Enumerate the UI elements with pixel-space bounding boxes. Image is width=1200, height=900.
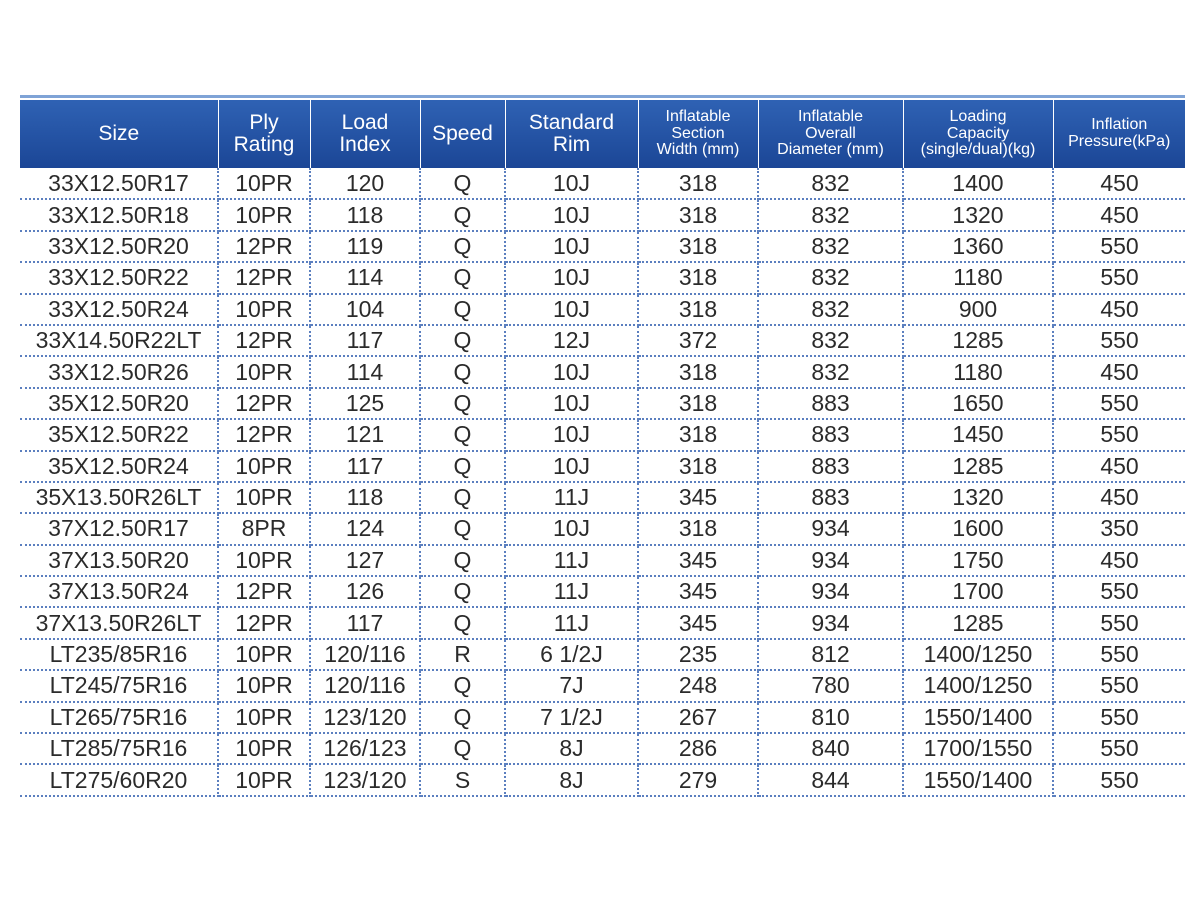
cell-load-index: 123/120 xyxy=(310,764,420,795)
cell-section-width: 345 xyxy=(638,607,758,638)
cell-inflation-pressure: 550 xyxy=(1053,607,1185,638)
cell-speed: Q xyxy=(420,199,505,230)
cell-load-index: 119 xyxy=(310,231,420,262)
table-row xyxy=(20,513,1185,544)
cell-inflation-pressure: 550 xyxy=(1053,576,1185,607)
cell-speed: Q xyxy=(420,451,505,482)
cell-size: 33X12.50R18 xyxy=(20,199,218,230)
cell-ply-rating: 10PR xyxy=(218,168,310,199)
cell-overall-diameter: 883 xyxy=(758,451,903,482)
table-row xyxy=(20,764,1185,795)
cell-size: 33X12.50R20 xyxy=(20,231,218,262)
cell-inflation-pressure: 550 xyxy=(1053,670,1185,701)
cell-ply-rating: 10PR xyxy=(218,733,310,764)
cell-overall-diameter: 934 xyxy=(758,607,903,638)
cell-loading-capacity: 1320 xyxy=(903,482,1053,513)
cell-section-width: 318 xyxy=(638,356,758,387)
cell-overall-diameter: 810 xyxy=(758,702,903,733)
cell-section-width: 318 xyxy=(638,168,758,199)
cell-loading-capacity: 1400/1250 xyxy=(903,670,1053,701)
cell-loading-capacity: 1285 xyxy=(903,607,1053,638)
cell-standard-rim: 10J xyxy=(505,513,638,544)
cell-section-width: 318 xyxy=(638,231,758,262)
cell-loading-capacity: 1650 xyxy=(903,388,1053,419)
cell-size: 37X13.50R26LT xyxy=(20,607,218,638)
cell-standard-rim: 10J xyxy=(505,388,638,419)
cell-speed: Q xyxy=(420,356,505,387)
header-section-width-line: Section xyxy=(671,124,725,142)
cell-load-index: 121 xyxy=(310,419,420,450)
header-ply-rating-line: Rating xyxy=(233,133,295,156)
cell-ply-rating: 8PR xyxy=(218,513,310,544)
cell-size: 35X12.50R20 xyxy=(20,388,218,419)
table-row xyxy=(20,168,1185,199)
cell-loading-capacity: 1550/1400 xyxy=(903,702,1053,733)
cell-load-index: 117 xyxy=(310,451,420,482)
cell-overall-diameter: 883 xyxy=(758,419,903,450)
cell-loading-capacity: 1700/1550 xyxy=(903,733,1053,764)
header-section-width-line: Width (mm) xyxy=(656,141,740,159)
header-standard-rim-line: Standard xyxy=(528,110,615,134)
cell-overall-diameter: 832 xyxy=(758,294,903,325)
cell-ply-rating: 12PR xyxy=(218,325,310,356)
table-row xyxy=(20,702,1185,733)
cell-speed: S xyxy=(420,764,505,795)
cell-speed: Q xyxy=(420,545,505,576)
cell-size: 35X12.50R22 xyxy=(20,419,218,450)
cell-standard-rim: 10J xyxy=(505,294,638,325)
cell-speed: Q xyxy=(420,607,505,638)
table-row xyxy=(20,325,1185,356)
cell-load-index: 118 xyxy=(310,199,420,230)
cell-overall-diameter: 812 xyxy=(758,639,903,670)
cell-standard-rim: 10J xyxy=(505,262,638,293)
header-size-line: Size xyxy=(98,121,140,145)
header-standard-rim xyxy=(505,100,638,168)
cell-load-index: 114 xyxy=(310,262,420,293)
cell-speed: Q xyxy=(420,733,505,764)
cell-speed: R xyxy=(420,639,505,670)
tire-spec-table xyxy=(20,100,1185,797)
cell-speed: Q xyxy=(420,388,505,419)
cell-overall-diameter: 780 xyxy=(758,670,903,701)
cell-load-index: 127 xyxy=(310,545,420,576)
cell-speed: Q xyxy=(420,231,505,262)
cell-speed: Q xyxy=(420,576,505,607)
header-ply-rating-line: Ply xyxy=(249,110,279,134)
cell-standard-rim: 10J xyxy=(505,419,638,450)
cell-size: 33X12.50R17 xyxy=(20,168,218,199)
cell-loading-capacity: 1180 xyxy=(903,262,1053,293)
table-row xyxy=(20,607,1185,638)
table-row xyxy=(20,356,1185,387)
cell-inflation-pressure: 450 xyxy=(1053,451,1185,482)
table-row xyxy=(20,231,1185,262)
cell-ply-rating: 12PR xyxy=(218,419,310,450)
cell-ply-rating: 10PR xyxy=(218,670,310,701)
cell-load-index: 104 xyxy=(310,294,420,325)
cell-overall-diameter: 832 xyxy=(758,325,903,356)
header-overall-diameter-line: Diameter (mm) xyxy=(777,141,884,159)
cell-standard-rim: 7J xyxy=(505,670,638,701)
cell-inflation-pressure: 550 xyxy=(1053,764,1185,795)
cell-ply-rating: 12PR xyxy=(218,388,310,419)
cell-size: 37X12.50R17 xyxy=(20,513,218,544)
cell-inflation-pressure: 550 xyxy=(1053,388,1185,419)
cell-ply-rating: 10PR xyxy=(218,545,310,576)
cell-size: 37X13.50R24 xyxy=(20,576,218,607)
cell-speed: Q xyxy=(420,702,505,733)
cell-standard-rim: 8J xyxy=(505,733,638,764)
cell-size: 35X13.50R26LT xyxy=(20,482,218,513)
header-speed-line: Speed xyxy=(432,121,493,145)
cell-section-width: 279 xyxy=(638,764,758,795)
cell-inflation-pressure: 550 xyxy=(1053,639,1185,670)
cell-standard-rim: 7 1/2J xyxy=(505,702,638,733)
cell-standard-rim: 10J xyxy=(505,168,638,199)
header-overall-diameter xyxy=(758,100,903,168)
cell-size: 33X14.50R22LT xyxy=(20,325,218,356)
cell-section-width: 318 xyxy=(638,451,758,482)
cell-load-index: 120/116 xyxy=(310,670,420,701)
header-inflation-pressure-line: Pressure(kPa) xyxy=(1068,133,1171,150)
table-row xyxy=(20,576,1185,607)
table-row xyxy=(20,639,1185,670)
cell-standard-rim: 12J xyxy=(505,325,638,356)
header-size xyxy=(20,100,218,168)
cell-inflation-pressure: 550 xyxy=(1053,325,1185,356)
table-row xyxy=(20,545,1185,576)
cell-loading-capacity: 1320 xyxy=(903,199,1053,230)
header-speed xyxy=(420,100,505,168)
cell-ply-rating: 10PR xyxy=(218,199,310,230)
cell-standard-rim: 8J xyxy=(505,764,638,795)
cell-standard-rim: 10J xyxy=(505,451,638,482)
cell-ply-rating: 10PR xyxy=(218,639,310,670)
cell-load-index: 114 xyxy=(310,356,420,387)
cell-section-width: 318 xyxy=(638,294,758,325)
table-row xyxy=(20,482,1185,513)
cell-section-width: 318 xyxy=(638,262,758,293)
header-loading-capacity-line: Capacity xyxy=(946,124,1010,142)
cell-ply-rating: 10PR xyxy=(218,356,310,387)
cell-size: LT265/75R16 xyxy=(20,702,218,733)
cell-loading-capacity: 1750 xyxy=(903,545,1053,576)
cell-standard-rim: 10J xyxy=(505,199,638,230)
table-row xyxy=(20,262,1185,293)
cell-inflation-pressure: 550 xyxy=(1053,733,1185,764)
table-row xyxy=(20,419,1185,450)
cell-ply-rating: 10PR xyxy=(218,294,310,325)
cell-loading-capacity: 1550/1400 xyxy=(903,764,1053,795)
header-load-index-line: Index xyxy=(339,133,391,156)
cell-ply-rating: 12PR xyxy=(218,262,310,293)
cell-inflation-pressure: 450 xyxy=(1053,356,1185,387)
cell-size: 33X12.50R24 xyxy=(20,294,218,325)
cell-overall-diameter: 934 xyxy=(758,576,903,607)
cell-standard-rim: 11J xyxy=(505,607,638,638)
cell-size: 35X12.50R24 xyxy=(20,451,218,482)
cell-ply-rating: 10PR xyxy=(218,451,310,482)
cell-size: LT235/85R16 xyxy=(20,639,218,670)
header-load-index-line: Load xyxy=(341,110,389,134)
cell-load-index: 125 xyxy=(310,388,420,419)
cell-loading-capacity: 1180 xyxy=(903,356,1053,387)
cell-overall-diameter: 832 xyxy=(758,356,903,387)
cell-size: 33X12.50R26 xyxy=(20,356,218,387)
cell-section-width: 318 xyxy=(638,388,758,419)
header-overall-diameter-line: Overall xyxy=(805,124,856,142)
cell-section-width: 235 xyxy=(638,639,758,670)
cell-speed: Q xyxy=(420,419,505,450)
cell-section-width: 318 xyxy=(638,419,758,450)
cell-section-width: 286 xyxy=(638,733,758,764)
cell-load-index: 120 xyxy=(310,168,420,199)
cell-ply-rating: 10PR xyxy=(218,702,310,733)
cell-inflation-pressure: 550 xyxy=(1053,419,1185,450)
tire-spec-table-container xyxy=(20,95,1185,797)
cell-standard-rim: 10J xyxy=(505,231,638,262)
cell-section-width: 345 xyxy=(638,482,758,513)
header-loading-capacity-line: (single/dual)(kg) xyxy=(920,141,1036,159)
cell-section-width: 345 xyxy=(638,576,758,607)
cell-ply-rating: 10PR xyxy=(218,482,310,513)
cell-overall-diameter: 832 xyxy=(758,168,903,199)
header-loading-capacity-line: Loading xyxy=(949,107,1007,125)
cell-inflation-pressure: 350 xyxy=(1053,513,1185,544)
cell-speed: Q xyxy=(420,262,505,293)
cell-size: LT275/60R20 xyxy=(20,764,218,795)
cell-loading-capacity: 1400 xyxy=(903,168,1053,199)
cell-inflation-pressure: 550 xyxy=(1053,231,1185,262)
cell-section-width: 318 xyxy=(638,199,758,230)
header-inflation-pressure xyxy=(1053,100,1185,168)
cell-load-index: 126/123 xyxy=(310,733,420,764)
table-body xyxy=(20,168,1185,796)
table-row xyxy=(20,733,1185,764)
cell-ply-rating: 12PR xyxy=(218,231,310,262)
cell-loading-capacity: 1400/1250 xyxy=(903,639,1053,670)
cell-speed: Q xyxy=(420,670,505,701)
cell-inflation-pressure: 450 xyxy=(1053,199,1185,230)
cell-loading-capacity: 900 xyxy=(903,294,1053,325)
header-section-width-line: Inflatable xyxy=(665,107,731,125)
cell-loading-capacity: 1285 xyxy=(903,325,1053,356)
cell-load-index: 117 xyxy=(310,607,420,638)
header-row xyxy=(20,100,1185,168)
cell-overall-diameter: 844 xyxy=(758,764,903,795)
cell-inflation-pressure: 450 xyxy=(1053,545,1185,576)
cell-size: LT245/75R16 xyxy=(20,670,218,701)
cell-section-width: 318 xyxy=(638,513,758,544)
header-loading-capacity xyxy=(903,100,1053,168)
cell-speed: Q xyxy=(420,325,505,356)
cell-overall-diameter: 934 xyxy=(758,513,903,544)
cell-ply-rating: 10PR xyxy=(218,764,310,795)
cell-inflation-pressure: 450 xyxy=(1053,294,1185,325)
cell-section-width: 372 xyxy=(638,325,758,356)
cell-load-index: 120/116 xyxy=(310,639,420,670)
cell-standard-rim: 6 1/2J xyxy=(505,639,638,670)
header-overall-diameter-line: Inflatable xyxy=(798,107,863,125)
cell-size: LT285/75R16 xyxy=(20,733,218,764)
cell-speed: Q xyxy=(420,482,505,513)
cell-load-index: 126 xyxy=(310,576,420,607)
cell-inflation-pressure: 450 xyxy=(1053,168,1185,199)
header-inflation-pressure-line: Inflation xyxy=(1091,116,1148,134)
cell-size: 33X12.50R22 xyxy=(20,262,218,293)
cell-loading-capacity: 1700 xyxy=(903,576,1053,607)
cell-inflation-pressure: 450 xyxy=(1053,482,1185,513)
header-standard-rim-line: Rim xyxy=(552,133,591,156)
cell-load-index: 123/120 xyxy=(310,702,420,733)
table-row xyxy=(20,294,1185,325)
table-row xyxy=(20,199,1185,230)
header-section-width xyxy=(638,100,758,168)
table-row xyxy=(20,388,1185,419)
cell-size: 37X13.50R20 xyxy=(20,545,218,576)
cell-overall-diameter: 934 xyxy=(758,545,903,576)
cell-loading-capacity: 1285 xyxy=(903,451,1053,482)
header-load-index xyxy=(310,100,420,168)
table-row xyxy=(20,451,1185,482)
cell-overall-diameter: 832 xyxy=(758,199,903,230)
cell-loading-capacity: 1450 xyxy=(903,419,1053,450)
cell-speed: Q xyxy=(420,513,505,544)
cell-section-width: 248 xyxy=(638,670,758,701)
cell-overall-diameter: 883 xyxy=(758,388,903,419)
cell-standard-rim: 11J xyxy=(505,482,638,513)
cell-overall-diameter: 832 xyxy=(758,262,903,293)
cell-overall-diameter: 883 xyxy=(758,482,903,513)
cell-ply-rating: 12PR xyxy=(218,607,310,638)
cell-inflation-pressure: 550 xyxy=(1053,262,1185,293)
cell-section-width: 345 xyxy=(638,545,758,576)
cell-load-index: 117 xyxy=(310,325,420,356)
cell-standard-rim: 11J xyxy=(505,576,638,607)
cell-overall-diameter: 840 xyxy=(758,733,903,764)
cell-loading-capacity: 1600 xyxy=(903,513,1053,544)
table-header xyxy=(20,100,1185,168)
cell-standard-rim: 10J xyxy=(505,356,638,387)
table-row xyxy=(20,670,1185,701)
cell-load-index: 118 xyxy=(310,482,420,513)
cell-standard-rim: 11J xyxy=(505,545,638,576)
cell-load-index: 124 xyxy=(310,513,420,544)
cell-speed: Q xyxy=(420,168,505,199)
cell-overall-diameter: 832 xyxy=(758,231,903,262)
cell-loading-capacity: 1360 xyxy=(903,231,1053,262)
cell-speed: Q xyxy=(420,294,505,325)
cell-inflation-pressure: 550 xyxy=(1053,702,1185,733)
header-ply-rating xyxy=(218,100,310,168)
cell-section-width: 267 xyxy=(638,702,758,733)
cell-ply-rating: 12PR xyxy=(218,576,310,607)
